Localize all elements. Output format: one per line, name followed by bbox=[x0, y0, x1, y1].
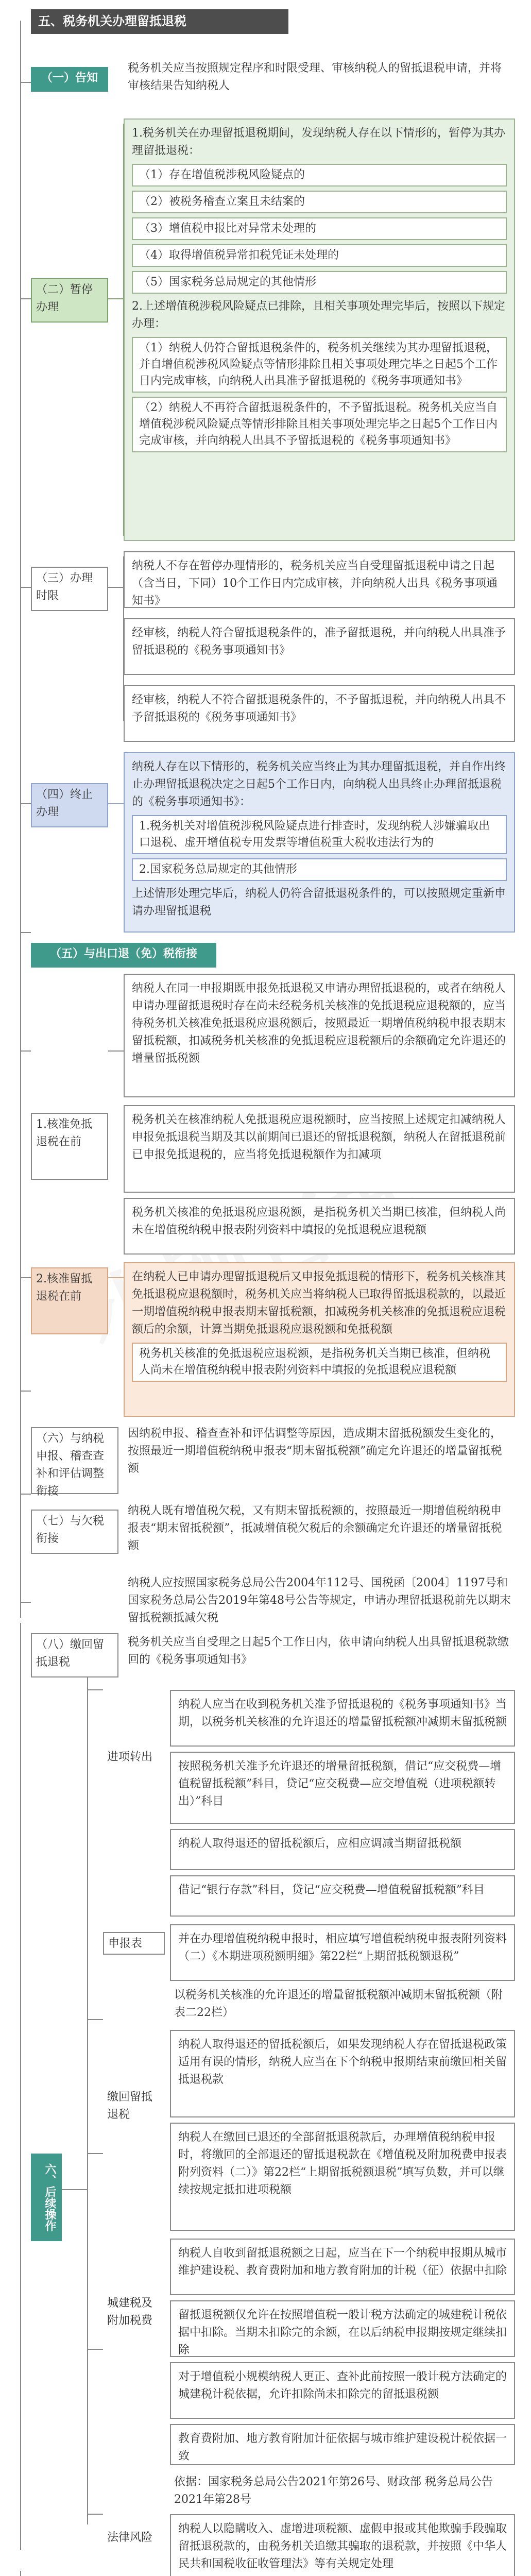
suspend-item: （1）存在增值税涉税风险疑点的 bbox=[132, 164, 507, 187]
export-k2-label: 2.核准留抵退税在前 bbox=[31, 1267, 108, 1334]
legal-risk-label: 法律风险 bbox=[107, 2531, 153, 2544]
export-k1b: 税务机关核准的免抵退税应退税额，是指税务机关当期已核准，但纳税人尚未在增值税纳税申报表附列资料中填报的免抵退税应退税额 bbox=[124, 1198, 515, 1255]
arrears-b: 纳税人应按照国家税务总局公告2004年112号、国税函〔2004〕1197号和国家税务总局公告2019年第48号公告等规定，申请办理留抵退税前先以期末留抵税额抵减欠税 bbox=[128, 1577, 511, 1624]
surtax-4: 教育费附加、地方教育附加计征依据与城市维护建设税计税依据一致 bbox=[170, 2424, 515, 2465]
return-label: （八）缴回留抵退税 bbox=[31, 1633, 118, 1677]
repay-label: 缴回留抵退税 bbox=[107, 2091, 153, 2121]
legal-risk-text: 纳税人以隐瞒收入、虚增进项税额、虚假申报或其他欺骗手段骗取留抵退税款的，由税务机关追缴其骗取的退税款，并按照《中华人民共和国税收征收管理法》等有关规定处理 bbox=[170, 2514, 515, 2576]
arrears-a: 纳税人既有增值税欠税，又有期末留抵税额的，按照最近一期增值税纳税申报表“期末留抵税额”，抵减增值税欠税后的余额确定允许退还的增量留抵税额 bbox=[128, 1504, 502, 1552]
suspend-sub-continue: （1）纳税人仍符合留抵退税条件的，税务机关继续为其办理留抵退税，并自增值税涉税风险疑点等情形排除且相关事项处理完毕之日起5个工作日内完成审核，向纳税人出具准予留抵退税的《税务事项通知书》 bbox=[132, 337, 507, 393]
return-form-2: 以税务机关核准的允许退还的增量留抵税额冲减期末留抵税额（附表二22栏） bbox=[174, 1989, 503, 2019]
export-label: （五）与出口退（免）税衔接 bbox=[31, 943, 216, 968]
input-transfer-4: 借记“银行存款”科目，贷记“应交税费—增值税留抵税额”科目 bbox=[170, 1875, 515, 1917]
input-transfer-3: 纳税人取得退还的留抵税额后，应相应调减当期留抵税额 bbox=[170, 1829, 515, 1870]
reconcile-label: （六）与纳税申报、稽查查补和评估调整衔接 bbox=[31, 1427, 118, 1494]
surtax-label: 城建税及附加税费 bbox=[107, 2297, 153, 2327]
input-transfer-2: 按照税务机关准予允许退还的增量留抵税额，借记“应交税费—增值税留抵税额”科目，贷记“应交税费—应交增值税（进项税额转出）”科目 bbox=[170, 1752, 515, 1824]
suspend-sub-refuse: （2）纳税人不再符合留抵退税条件的，不予留抵退税。税务机关应当自增值税涉税风险疑点等情形排除且相关事项处理完毕之日起5个工作日内完成审核，并向纳税人出具不予留抵退税的《税务事项通知书》 bbox=[132, 397, 507, 452]
suspend-item: （3）增值税申报比对异常未处理的 bbox=[132, 217, 507, 240]
surtax-1: 纳税人自收到留抵退税额之日起，应当在下一个纳税申报期从城市维护建设税、教育费附加和地方教育附加的计税（征）依据中扣除 bbox=[170, 2239, 515, 2295]
suspend-item: （2）被税务稽查立案且未结案的 bbox=[132, 191, 507, 213]
suspend-intro: 1.税务机关在办理留抵退税期间，发现纳税人存在以下情形的，暂停为其办理留抵退税： bbox=[132, 127, 505, 157]
export-k1-label: 1.核准免抵退税在前 bbox=[31, 1113, 108, 1180]
return-text: 税务机关应当自受理之日起5个工作日内，依申请向纳税人出具留抵退税款缴回的《税务事项通知书》 bbox=[128, 1636, 509, 1666]
surtax-3: 对于增值税小规模纳税人更正、查补此前按照一般计税方法确定的城建税计税依据，允许扣除尚未扣除完的留抵退税额 bbox=[170, 2362, 515, 2419]
terminate-item: 1.税务机关对增值税涉税风险疑点进行排查时，发现纳税人涉嫌骗取出口退税、虚开增值税专用发票等增值税重大税收违法行为的 bbox=[132, 815, 507, 854]
deadline-label: （三）办理时限 bbox=[31, 567, 108, 611]
reconcile-text: 因纳税申报、稽查查补和评估调整等原因，造成期末留抵税额发生变化的，按照最近一期增值税纳税申报表“期末留抵税额”确定允许退还的增量留抵税额 bbox=[128, 1427, 502, 1475]
return-form-label: 申报表 bbox=[103, 1932, 165, 1955]
notify-text: 税务机关应当按照规定程序和时限受理、审核纳税人的留抵退税申请，并将审核结果告知纳税人 bbox=[128, 62, 502, 92]
input-transfer-label: 进项转出 bbox=[107, 1751, 153, 1764]
export-top: 纳税人在同一申报期既申报免抵退税又申请办理留抵退税的，或者在纳税人申请办理留抵退税时存在尚未经税务机关核准的免抵退税应退税额的，应当待税务机关核准免抵退税应退税额后，按照最近一期增值税纳税申报表期末留抵税额，扣减税务机关核准的免抵退税应退税额后的余额确定允许退还的增量留抵税额 bbox=[124, 974, 515, 1097]
suspend-item: （5）国家税务总局规定的其他情形 bbox=[132, 271, 507, 294]
export-k2-panel bbox=[124, 1262, 515, 1417]
input-transfer-1: 纳税人应当在收到税务机关准予留抵退税的《税务事项通知书》当期，以税务机关核准的允许退还的增量留抵税额冲减期末留抵税额 bbox=[170, 1690, 515, 1747]
deadline-b: 经审核，纳税人符合留抵退税条件的，准予留抵退税，并向纳税人出具准予留抵退税的《税务事项通知书》 bbox=[124, 618, 515, 675]
suspend-label: （二）暂停办理 bbox=[31, 278, 108, 323]
notify-label: （一）告知 bbox=[31, 67, 108, 92]
followup-label: 六、后续操作 bbox=[31, 2154, 62, 2241]
export-k2b: 税务机关核准的免抵退税应退税额，是指税务机关当期已核准，但纳税人尚未在增值税纳税申报表附列资料中填报的免抵退税应退税额 bbox=[132, 1343, 507, 1382]
surtax-2: 留抵退税额仅允许在按照增值税一般计税方法确定的城建税计税依据中扣除。当期未扣除完的余额，在以后纳税申报期按规定继续扣除 bbox=[170, 2300, 515, 2357]
terminate-outro: 上述情形处理完毕后，纳税人仍符合留抵退税条件的，可以按照规定重新申请办理留抵退税 bbox=[132, 887, 506, 918]
export-k2a: 在纳税人已申请办理留抵退税后又申报免抵退税的情形下，税务机关核准其免抵退税应退税额时，税务机关应当将纳税人已取得留抵退税款的，以最近一期增值税纳税申报表期末留抵税额，扣减税务机关核准的免抵退税应退税额后的余额，计算当期免抵退税应退税额和免抵税额 bbox=[132, 1270, 506, 1336]
surtax-basis: 依据：国家税务总局公告2021年第26号、财政部 税务总局公告2021年第28号 bbox=[174, 2476, 493, 2506]
return-form-1: 并在办理增值税纳税申报时，相应填写增值税纳税申报表附列资料（二）《本期进项税额明细》第22栏“上期留抵税额退税” bbox=[170, 1924, 515, 1981]
suspend-panel bbox=[124, 118, 515, 541]
section-title: 五、税务机关办理留抵退税 bbox=[31, 9, 288, 34]
suspend-item: （4）取得增值税异常扣税凭证未处理的 bbox=[132, 244, 507, 267]
deadline-a: 纳税人不存在暂停办理情形的，税务机关应当自受理留抵退税申请之日起（含当日，下同）10个工作日内完成审核，并向纳税人出具《税务事项通知书》 bbox=[124, 551, 515, 608]
repay-1: 纳税人取得退还的留抵税额后，如果发现纳税人存在留抵退税政策适用有误的情形，纳税人应当在下个纳税申报期结束前缴回相关留抵退税款 bbox=[170, 2030, 515, 2117]
terminate-item: 2.国家税务总局规定的其他情形 bbox=[132, 858, 507, 881]
deadline-c: 经审核，纳税人不符合留抵退税条件的，不予留抵退税，并向纳税人出具不予留抵退税的《税务事项通知书》 bbox=[124, 685, 515, 742]
terminate-panel bbox=[124, 752, 515, 933]
terminate-label: （四）终止办理 bbox=[31, 783, 108, 827]
suspend-part2: 2.上述增值税涉税风险疑点已排除，且相关事项处理完毕后，按照以下规定办理： bbox=[132, 300, 505, 330]
terminate-intro: 纳税人存在以下情形的，税务机关应当终止为其办理留抵退税，并自作出终止办理留抵退税决定之日起5个工作日内，向纳税人出具终止办理留抵退税的《税务事项通知书》： bbox=[132, 760, 506, 808]
export-k1a: 税务机关在核准纳税人免抵退税应退税额时，应当按照上述规定扣减纳税人申报免抵退税当期及其以前期间已退还的留抵退税额，纳税人在留抵退税前已申报免抵退税的，应当将免抵退税额作为扣减项 bbox=[124, 1105, 515, 1193]
repay-2: 纳税人在缴回已退还的全部留抵退税款后，办理增值税纳税申报时，将缴回的全部退还的留抵退税款在《增值税及附加税费申报表附列资料（二）》第22栏“上期留抵税额退税”填写负数，并可以继续按规定抵扣进项税额 bbox=[170, 2123, 515, 2231]
arrears-label: （七）与欠税衔接 bbox=[31, 1510, 118, 1554]
